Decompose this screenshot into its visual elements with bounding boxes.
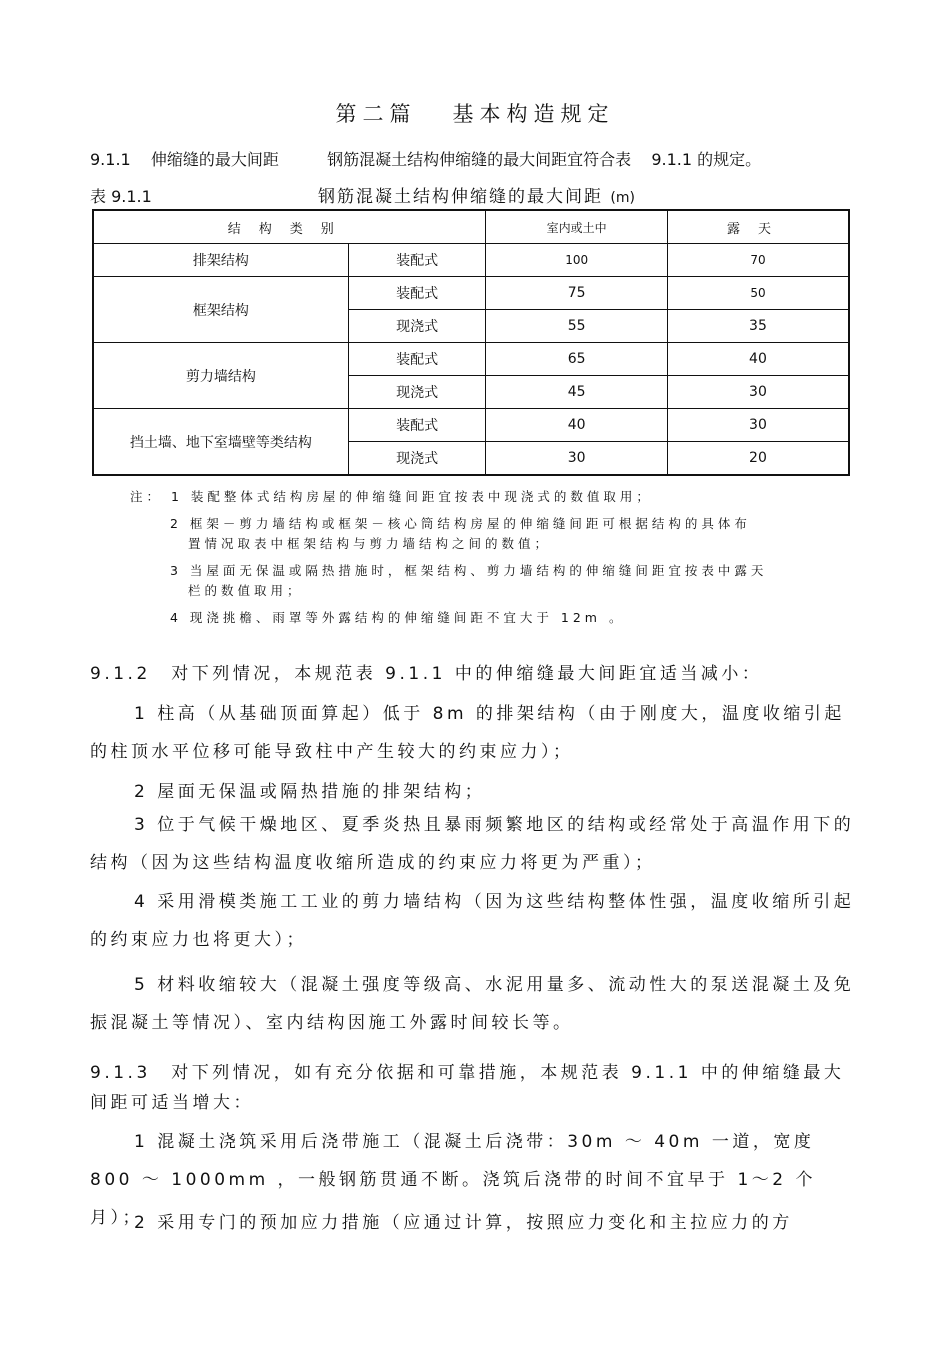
method-cell: 装配式 (348, 244, 486, 277)
table-notes (130, 487, 860, 635)
clause-9-1-3-item-2: 2 采用专门的预加应力措施（应通过计算，按照应力变化和主拉应力的方 (134, 1213, 793, 1233)
clause-9-1-1 (90, 147, 761, 170)
header-indoor: 室内或土中 (486, 210, 668, 244)
table-header-row (93, 210, 849, 244)
method-cell: 现浇式 (348, 310, 486, 343)
clause-9-1-3-item-1: 1 混凝土浇筑采用后浇带施工（混凝土后浇带：30m ～ 40m 一道，宽度 800 ～ 1000mm ，一般钢筋贯通不断。浇筑后浇带的时间不宜早于 1～2 个月）； (90, 1132, 816, 1228)
clause-9-1-2-intro: 9.1.2 对下列情况，本规范表 9.1.1 中的伸缩缝最大间距宜适当减小： (90, 664, 763, 684)
note-text: 栏的数值取用； (188, 583, 304, 598)
indoor-cell: 100 (486, 244, 668, 277)
title-part: 第二篇 (335, 102, 417, 126)
method-cell: 现浇式 (348, 376, 486, 409)
clause-number: 9.1.1 (90, 150, 131, 169)
clause-9-1-2-item-2: 2 屋面无保温或隔热措施的排架结构； (134, 782, 486, 802)
note-text: 3 当屋面无保温或隔热措施时，框架结构、剪力墙结构的伸缩缝间距宜按表中露天 (170, 563, 768, 578)
note-prefix: 注： (130, 489, 164, 504)
category-cell: 挡土墙、地下室墙壁等类结构 (93, 409, 348, 476)
note-text: 1 装配整体式结构房屋的伸缩缝间距宜按表中现浇式的数值取用； (171, 489, 653, 504)
note-text: 2 框架－剪力墙结构或框架－核心筒结构房屋的伸缩缝间距可根据结构的具体布 (170, 516, 751, 531)
clause-9-1-3-intro: 9.1.3 对下列情况，如有充分依据和可靠措施，本规范表 9.1.1 中的伸缩缝最大间距可适当增大： (90, 1063, 845, 1113)
page-title (0, 98, 950, 128)
note-1 (130, 487, 860, 507)
clause-end: 的规定。 (697, 150, 762, 169)
table-row (93, 244, 849, 277)
table-row (93, 277, 849, 310)
indoor-cell: 40 (486, 409, 668, 442)
table-row (93, 409, 849, 442)
title-part: 基本构造规定 (452, 102, 615, 126)
indoor-cell: 55 (486, 310, 668, 343)
clause-9-1-2-item-1: 1 柱高（从基础顶面算起）低于 8m 的排架结构（由于刚度大，温度收缩引起的柱顶水平位移可能导致柱中产生较大的约束应力）； (90, 704, 845, 762)
category-cell: 剪力墙结构 (93, 343, 348, 409)
outdoor-cell: 50 (667, 277, 849, 310)
method-cell: 现浇式 (348, 442, 486, 476)
clause-text: 钢筋混凝土结构伸缩缝的最大间距宜符合表 (327, 150, 632, 169)
note-4: 4 现浇挑檐、雨罩等外露结构的伸缩缝间距不宜大于 12m 。 (170, 610, 626, 625)
clause-9-1-2-item-3: 3 位于气候干燥地区、夏季炎热且暴雨频繁地区的结构或经常处于高温作用下的结构（因为这些结构温度收缩所造成的约束应力将更为严重）； (90, 815, 855, 873)
outdoor-cell: 20 (667, 442, 849, 476)
outdoor-cell: 30 (667, 409, 849, 442)
indoor-cell: 30 (486, 442, 668, 476)
clause-9-1-2-item-4: 4 采用滑模类施工工业的剪力墙结构（因为这些结构整体性强，温度收缩所引起的约束应力也将更大）； (90, 892, 855, 950)
clause-ref: 9.1.1 (651, 150, 693, 169)
expansion-joint-table (92, 209, 850, 476)
outdoor-cell: 40 (667, 343, 849, 376)
category-cell: 框架结构 (93, 277, 348, 343)
outdoor-cell: 30 (667, 376, 849, 409)
clause-9-1-2-item-5: 5 材料收缩较大（混凝土强度等级高、水泥用量多、流动性大的泵送混凝土及免振混凝土等情况）、室内结构因施工外露时间较长等。 (90, 975, 855, 1033)
outdoor-cell: 35 (667, 310, 849, 343)
note-2 (170, 514, 860, 554)
clause-heading: 伸缩缝的最大间距 (150, 150, 279, 169)
note-text: 置情况取表中框架结构与剪力墙结构之间的数值； (188, 536, 552, 551)
table-label: 表 9.1.1 (90, 187, 152, 206)
method-cell: 装配式 (348, 409, 486, 442)
outdoor-cell: 70 (667, 244, 849, 277)
note-3 (170, 561, 860, 601)
category-cell: 排架结构 (93, 244, 348, 277)
table-row (93, 343, 849, 376)
indoor-cell: 65 (486, 343, 668, 376)
method-cell: 装配式 (348, 277, 486, 310)
header-type: 结构类别 (93, 210, 486, 244)
table-title: 钢筋混凝土结构伸缩缝的最大间距 (318, 187, 603, 207)
method-cell: 装配式 (348, 343, 486, 376)
table-unit: (m) (610, 190, 635, 206)
indoor-cell: 45 (486, 376, 668, 409)
indoor-cell: 75 (486, 277, 668, 310)
header-outdoor: 露天 (667, 210, 849, 244)
table-caption (318, 182, 635, 207)
